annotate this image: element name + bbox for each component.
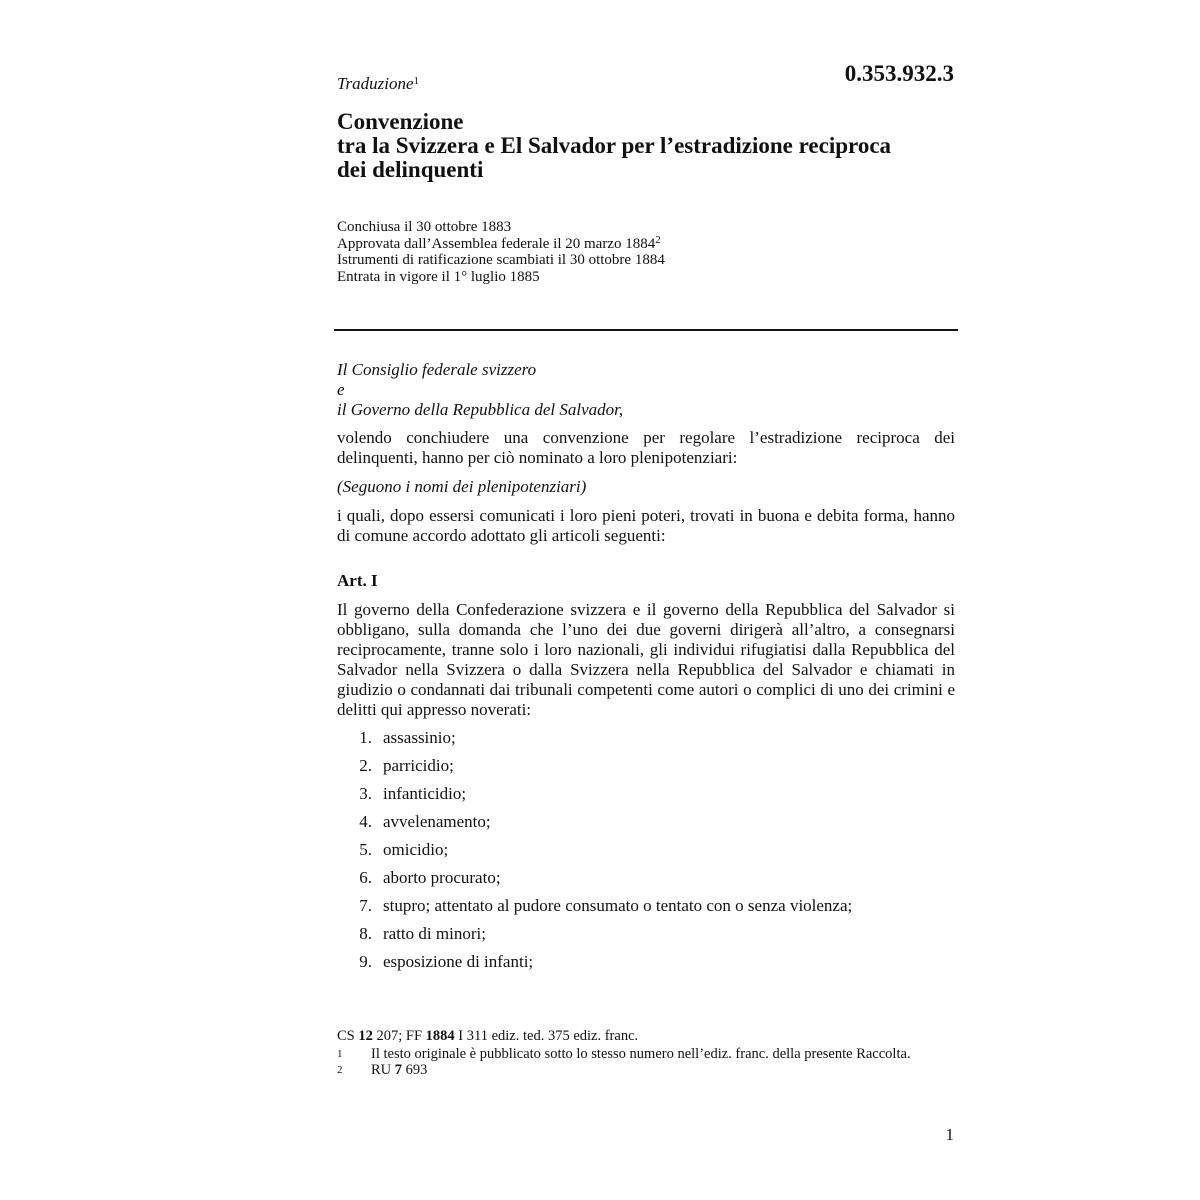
list-item-number: 1. [359,728,372,747]
list-item [337,756,955,784]
title-line-2: tra la Svizzera e El Salvador per l’estradizione reciproca [337,133,892,158]
source-suffix: I 311 ediz. ted. 375 ediz. franc. [454,1028,639,1044]
list-item-number: 8. [359,924,372,943]
approved-date [337,233,665,253]
list-item [337,784,955,812]
list-item-text: parricidio; [383,756,454,775]
document-body [337,360,955,980]
header-divider [334,329,958,331]
list-item-number: 5. [359,840,372,859]
in-force-date: Entrata in vigore il 1° luglio 1885 [337,268,540,285]
list-item-number: 7. [359,896,372,915]
list-item-text: avvelenamento; [383,812,491,831]
crime-list [337,728,955,980]
list-item [337,896,955,924]
system-number: 0.353.932.3 [844,61,954,86]
list-item-text: aborto procurato; [383,868,501,887]
list-item-text: stupro; attentato al pudore consumato o tentato con o senza violenza; [383,896,853,915]
source-cs-volume: 12 [358,1028,373,1044]
preamble-party-1: Il Consiglio federale svizzero [337,360,537,379]
footnote-1-text: Il testo originale è pubblicato sotto lo stesso numero nell’ediz. franc. della presente Raccolta. [371,1046,911,1062]
list-item [337,868,955,896]
title-line-1: Convenzione [337,109,464,134]
document-title [337,110,977,182]
concluded-date: Conchiusa il 30 ottobre 1883 [337,219,512,235]
list-item [337,728,955,756]
list-item-number: 6. [359,868,372,887]
footnote-2-mark: 2 [337,1064,343,1076]
page-number: 1 [945,1125,954,1144]
footnote-2-text [371,1063,955,1078]
list-item-text: esposizione di infanti; [383,952,534,971]
list-item-number: 4. [359,812,372,831]
list-item-number: 3. [359,784,372,803]
list-item [337,812,955,840]
footnote-2-prefix: RU [371,1062,395,1078]
footnotes [337,1029,955,1078]
source-prefix: CS [337,1028,359,1044]
source-reference [337,1029,955,1044]
footnote-2-suffix: 693 [402,1062,428,1078]
preamble-conjunction: e [337,380,345,399]
list-item [337,924,955,952]
article-1-heading: Art. I [337,571,378,590]
document-dates [337,219,665,285]
article-1-text: Il governo della Confederazione svizzera e il governo della Repubblica del Salvador si obbligano, sulla domanda che l’uno dei due governi dirigerà all’altro, a consegnarsi reciprocamente, tranne solo i loro nazionali, gli individui rifugiatisi dalla Repubblica del Salvador nella Svizzera o dalla Svizzera nella Repubblica del Salvador e chiamati in giudizio o condannati dai tribunali competenti come autori o complici di uno dei crimini e delitti qui appresso noverati: [337,600,955,719]
source-mid: 207; FF [372,1028,426,1044]
list-item [337,952,955,980]
preamble-plenipotentiaries: (Seguono i nomi dei plenipotenziari) [337,477,587,496]
list-item-text: infanticidio; [383,784,467,803]
list-item-number: 9. [359,952,372,971]
footnote-2-volume: 7 [394,1062,403,1078]
preamble-party-2: il Governo della Repubblica del Salvador, [337,400,624,419]
footnote-2 [337,1063,955,1078]
list-item-text: ratto di minori; [383,924,486,943]
list-item-text: omicidio; [383,840,449,859]
preamble-purpose: volendo conchiudere una convenzione per regolare l’estradizione reciproca dei delinquenti, hanno per ciò nominato a loro plenipotenziari: [337,428,955,467]
footnote-1 [337,1047,955,1062]
footnote-ref-1[interactable]: 1 [413,75,420,87]
translation-label-text: Traduzione [337,74,414,93]
source-ff-year: 1884 [425,1028,455,1044]
translation-label [337,74,419,94]
footnote-1-mark: 1 [337,1048,343,1060]
list-item [337,840,955,868]
list-item-number: 2. [359,756,372,775]
title-line-3: dei delinquenti [337,157,484,182]
list-item-text: assassinio; [383,728,456,747]
ratification-date: Istrumenti di ratificazione scambiati il 30 ottobre 1884 [337,252,665,268]
footnote-ref-2[interactable]: 2 [655,233,661,246]
preamble-agreement: i quali, dopo essersi comunicati i loro pieni poteri, trovati in buona e debita forma, hanno di comune accordo adottato gli articoli seguenti: [337,506,955,545]
approved-date-text: Approvata dall’Assemblea federale il 20 marzo 1884 [337,235,656,252]
